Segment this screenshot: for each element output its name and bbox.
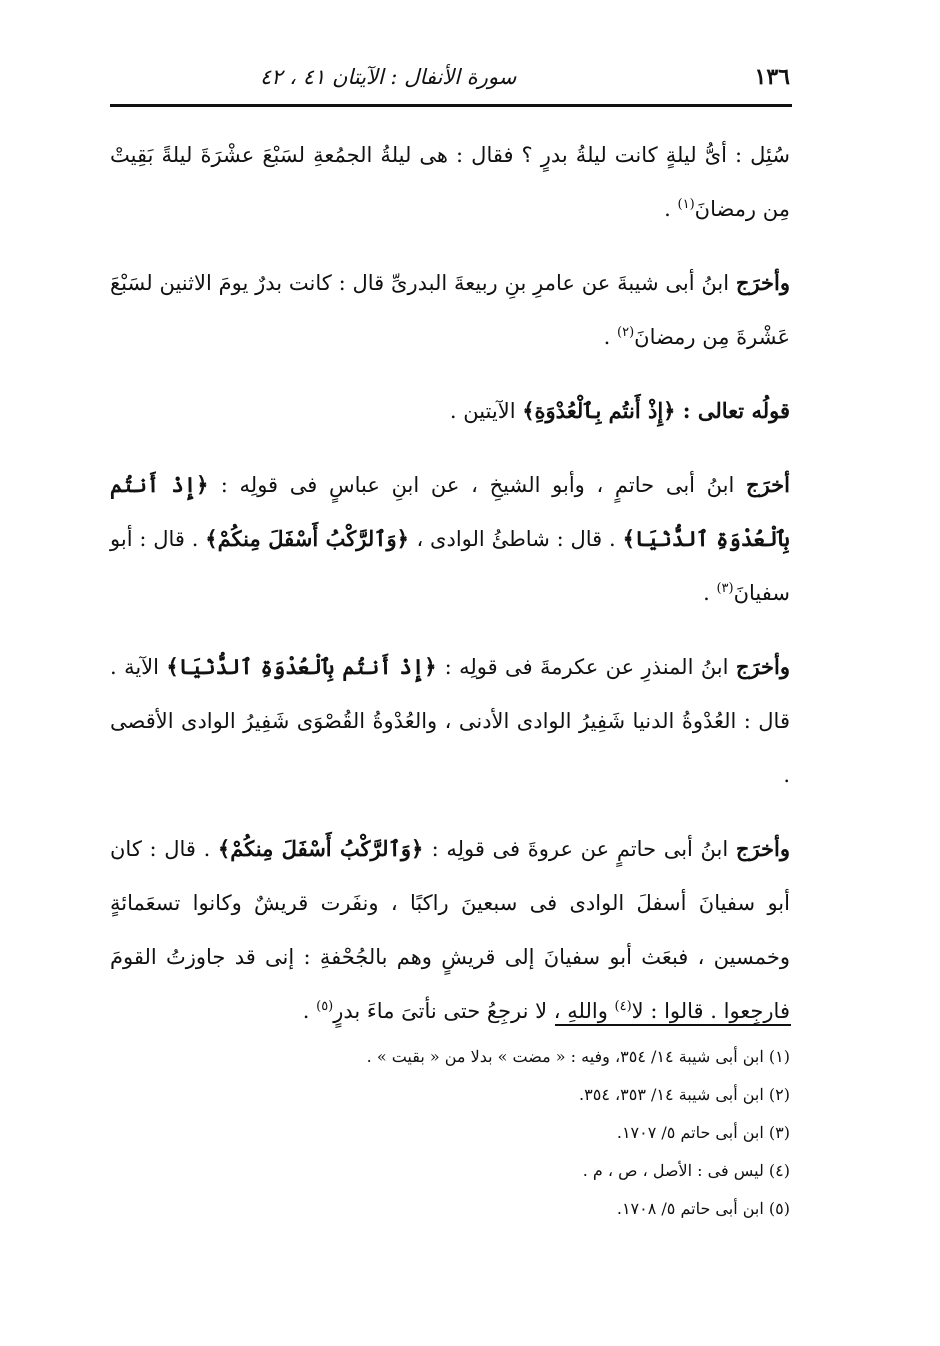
footnote-1: (١) ابن أبى شيبة ١٤/ ٣٥٤، وفيه : « مضت » بدلا من « بقيت » . bbox=[366, 1047, 790, 1066]
quran-verse: ﴿وَٱلرَّكْبُ أَسْفَلَ مِنكُمْ﴾ bbox=[217, 836, 432, 861]
main-text bbox=[110, 128, 790, 1058]
paragraph-text: . bbox=[703, 581, 717, 605]
quran-verse: ﴿إِذْ أَنتُم بِٱلْعُدْوَةِ﴾ bbox=[522, 398, 683, 423]
paragraph-1 bbox=[110, 128, 790, 236]
paragraph-lead: أخرَج bbox=[746, 472, 790, 497]
paragraph-text: . bbox=[664, 197, 678, 221]
paragraph-text: ابنُ المنذرِ عن عكرمةَ فى قولِه : bbox=[444, 655, 736, 679]
footnote-ref-4: (٤) bbox=[614, 999, 632, 1014]
footnote-2: (٢) ابن أبى شيبة ١٤/ ٣٥٣، ٣٥٤. bbox=[579, 1085, 790, 1104]
footnote-5: (٥) ابن أبى حاتم ٥/ ١٧٠٨. bbox=[616, 1199, 790, 1218]
paragraph-text: واللهِ ، لا نرجِعُ حتى نأتىَ ماءَ بدرٍ bbox=[333, 999, 615, 1023]
paragraph-text: الآيتين . bbox=[449, 399, 523, 423]
paragraph-text: ابنُ أبى شيبةَ عن عامرِ بنِ ربيعةَ البدرىِّ قال : كانت بدرٌ يومَ الاثنين لسَبْعَ عَشْرةَ مِن رمضانَ bbox=[110, 271, 790, 349]
verse-heading: قولُه تعالى : bbox=[682, 398, 790, 423]
paragraph-2 bbox=[110, 256, 790, 364]
footnote-ref-5: (٥) bbox=[316, 999, 334, 1014]
footnote-4: (٤) ليس فى : الأصل ، ص ، م . bbox=[582, 1161, 790, 1180]
quran-verse: ﴿وَٱلرَّكْبُ أَسْفَلَ مِنكُمْ﴾ bbox=[205, 526, 417, 551]
paragraph-text: ابنُ أبى حاتمٍ ، وأبو الشيخِ ، عن ابنِ عباسٍ فى قولِه : bbox=[220, 473, 747, 497]
paragraph-text: ابنُ أبى حاتمٍ عن عروةَ فى قولِه : bbox=[431, 837, 736, 861]
paragraph-text: . قال : شاطئُ الوادى ، bbox=[416, 527, 623, 551]
paragraph-text: الآية . قال : العُدْوةُ الدنيا شَفِيرُ الوادى الأدنى ، والعُدْوةُ القُصْوَى شَفِيرُ الوادى الأقصى . bbox=[110, 655, 790, 787]
footnote-rule bbox=[555, 1024, 791, 1026]
footnote-3: (٣) ابن أبى حاتم ٥/ ١٧٠٧. bbox=[616, 1123, 790, 1142]
paragraph-text: سُئِل : أىُّ ليلةٍ كانت ليلةُ بدرٍ ؟ فقال : هى ليلةُ الجمُعةِ لسَبْعَ عشْرَةَ ليلةً بَقِيتْ مِن رمضانَ bbox=[110, 143, 790, 221]
paragraph-text: . bbox=[302, 999, 317, 1023]
paragraph-lead: وأخرَج bbox=[735, 836, 790, 861]
surah-title: سورة الأنفال : الآيتان ٤١ ، ٤٢ bbox=[260, 65, 517, 89]
paragraph-text: . bbox=[603, 325, 617, 349]
page-number: ١٣٦ bbox=[754, 64, 790, 90]
paragraph-6 bbox=[110, 822, 790, 1038]
footnote-ref-3: (٣) bbox=[716, 581, 734, 596]
paragraph-lead: وأخرَج bbox=[735, 654, 790, 679]
footnote-ref-1: (١) bbox=[677, 197, 695, 212]
paragraph-text: . قال : كان أبو سفيانَ أسفلَ الوادى فى سبعينَ راكبًا ، ونفَرت قريشٌ وكانوا تسعَمائةٍ وخمسين ، فبعَث أبو سفيانَ إلى قريشٍ وهم بالجُحْفةِ : إنى قد جاوزتُ القومَ فارجِعوا . قالوا : لا bbox=[110, 837, 790, 1023]
footnote-ref-2: (٢) bbox=[617, 325, 635, 340]
header-rule bbox=[110, 104, 792, 107]
quran-verse: ﴿إِذْ أَنتُم بِٱلْعُدْوَةِ ٱلدُّنْيَا﴾ bbox=[110, 472, 790, 551]
paragraph-3 bbox=[110, 384, 790, 438]
footnotes bbox=[110, 1038, 790, 1228]
paragraph-4 bbox=[110, 458, 790, 620]
paragraph-lead: وأخرَج bbox=[735, 270, 790, 295]
paragraph-5 bbox=[110, 640, 790, 802]
quran-verse: ﴿إِذْ أَنتُم بِٱلْعُدْوَةِ ٱلدُّنْيَا﴾ bbox=[166, 654, 445, 679]
paragraph-text: . قال : أبو سفيانَ bbox=[110, 527, 790, 605]
running-head bbox=[110, 60, 790, 94]
